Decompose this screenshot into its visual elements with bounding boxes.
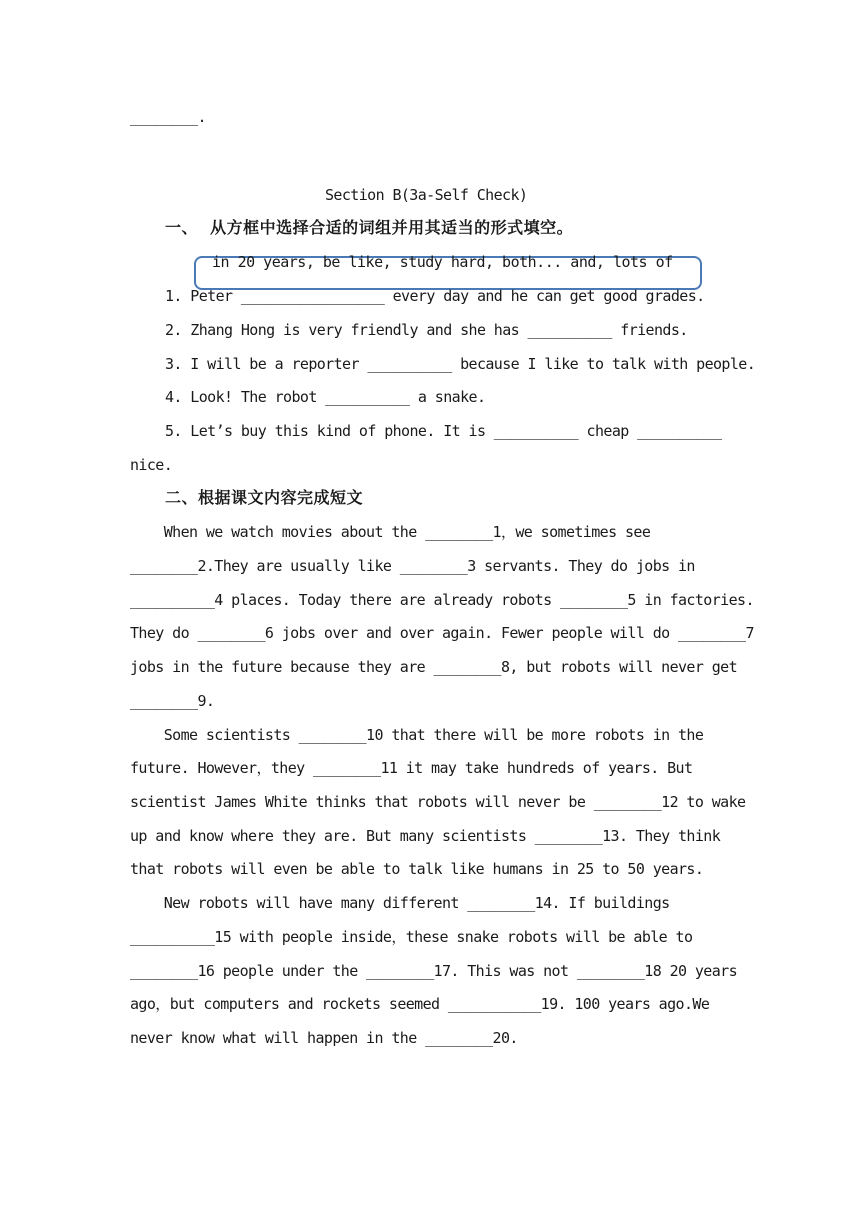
- exercise-item-2: 2. Zhang Hong is very friendly and she has __________ friends.: [165, 321, 688, 339]
- passage-line: never know what will happen in the ________20.: [130, 1029, 518, 1047]
- exercise-item-4: 4. Look! The robot __________ a snake.: [165, 388, 486, 406]
- passage-line: jobs in the future because they are ________8, but robots will never get: [130, 658, 738, 676]
- part1-heading: 一、 从方框中选择合适的词组并用其适当的形式填空。: [165, 218, 574, 237]
- top-fragment: ________.: [130, 108, 206, 126]
- passage-line: that robots will even be able to talk like humans in 25 to 50 years.: [130, 860, 704, 878]
- passage-line: __________4 places. Today there are already robots ________5 in factories.: [130, 591, 754, 609]
- passage-line: ________16 people under the ________17. This was not ________18 20 years: [130, 962, 738, 980]
- passage-line: __________15 with people inside，these snake robots will be able to: [130, 928, 693, 946]
- passage-line: ________9.: [130, 692, 215, 710]
- passage-line: ago，but computers and rockets seemed ___________19. 100 years ago.We: [130, 995, 710, 1013]
- passage-line: scientist James White thinks that robots will never be ________12 to wake: [130, 793, 746, 811]
- section-title: Section B(3a-Self Check): [325, 186, 528, 204]
- passage-line: When we watch movies about the ________1，we sometimes see: [130, 523, 651, 541]
- passage-line: New robots will have many different ________14. If buildings: [130, 894, 670, 912]
- exercise-item-5-cont: nice.: [130, 456, 173, 474]
- passage-line: ________2.They are usually like ________3 servants. They do jobs in: [130, 557, 695, 575]
- passage-line: up and know where they are. But many scientists ________13. They think: [130, 827, 721, 845]
- passage-line: Some scientists ________10 that there will be more robots in the: [130, 726, 704, 744]
- part2-heading: 二、根据课文内容完成短文: [165, 488, 364, 507]
- exercise-item-5: 5. Let’s buy this kind of phone. It is __________ cheap __________: [165, 422, 722, 440]
- word-box-text: in 20 years, be like, study hard, both... and, lots of: [212, 253, 673, 271]
- passage-line: future. However，they ________11 it may take hundreds of years. But: [130, 759, 693, 777]
- exercise-item-3: 3. I will be a reporter __________ because I like to talk with people.: [165, 355, 756, 373]
- exercise-item-1: 1. Peter _________________ every day and he can get good grades.: [165, 287, 705, 305]
- passage-line: They do ________6 jobs over and over again. Fewer people will do ________7: [130, 624, 754, 642]
